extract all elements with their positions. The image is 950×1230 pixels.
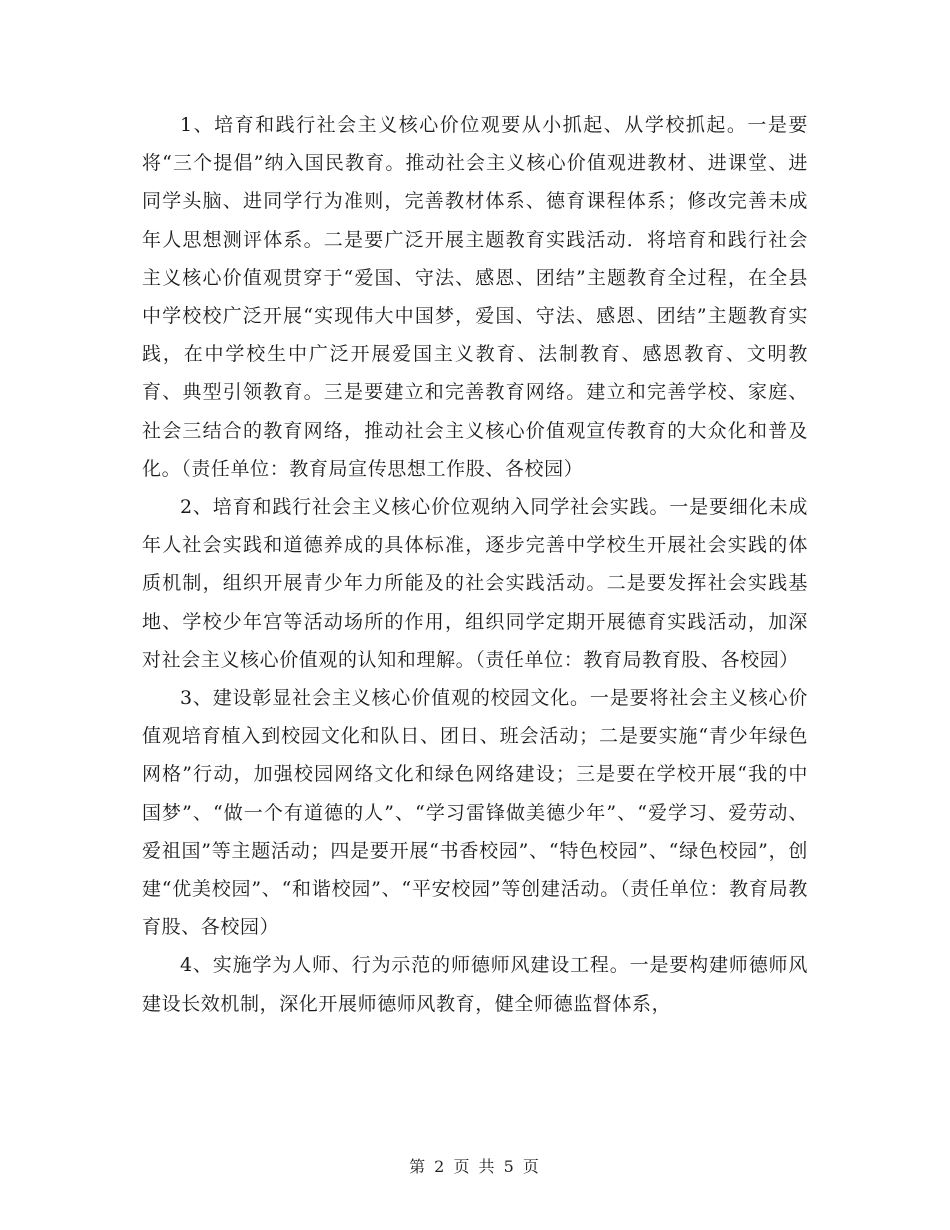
paragraph-2: 2、培育和践行社会主义核心价位观纳入同学社会实践。一是要细化未成年人社会实践和道德养成的具体标准，逐步完善中学校生开展社会实践的体质机制，组织开展青少年力所能及的社会实践活动。二是要发挥社会实践基地、学校少年宫等活动场所的作用，组织同学定期开展德育实践活动，加深对社会主义核心价值观的认知和理解。（责任单位：教育局教育股、各校园） — [142, 496, 808, 671]
paragraph-4: 4、实施学为人师、行为示范的师德师风建设工程。一是要构建师德师风建设长效机制，深化开展师德师风教育，健全师德监督体系， — [142, 954, 808, 1015]
paragraph-3: 3、建设彰显社会主义核心价值观的校园文化。一是要将社会主义核心价值观培育植入到校园文化和队日、团日、班会活动；二是要实施“青少年绿色网格”行动，加强校园网络文化和绿色网络建设；三是要在学校开展“我的中国梦”、“做一个有道德的人”、“学习雷锋做美德少年”、“爱学习、爱劳动、爱祖国”等主题活动；四是要开展“书香校园”、“特色校园”、“绿色校园”，创建“优美校园”、“和谐校园”、“平安校园”等创建活动。（责任单位：教育局教育股、各校园） — [142, 687, 808, 939]
document-body — [142, 106, 808, 1023]
page-footer: 第 2 页 共 5 页 — [409, 1157, 541, 1176]
paragraph-1: 1、培育和践行社会主义核心价位观要从小抓起、从学校抓起。一是要将“三个提倡”纳入国民教育。推动社会主义核心价值观进教材、进课堂、进同学头脑、进同学行为准则，完善教材体系、德育课程体系；修改完善未成年人思想测评体系。二是要广泛开展主题教育实践活动．将培育和践行社会主义核心价值观贯穿于“爱国、守法、感恩、团结”主题教育全过程，在全县中学校校广泛开展“实现伟大中国梦，爱国、守法、感恩、团结”主题教育实践，在中学校生中广泛开展爱国主义教育、法制教育、感恩教育、文明教育、典型引领教育。三是要建立和完善教育网络。建立和完善学校、家庭、社会三结合的教育网络，推动社会主义核心价值观宣传教育的大众化和普及化。（责任单位：教育局宣传思想工作股、各校园） — [142, 114, 808, 480]
